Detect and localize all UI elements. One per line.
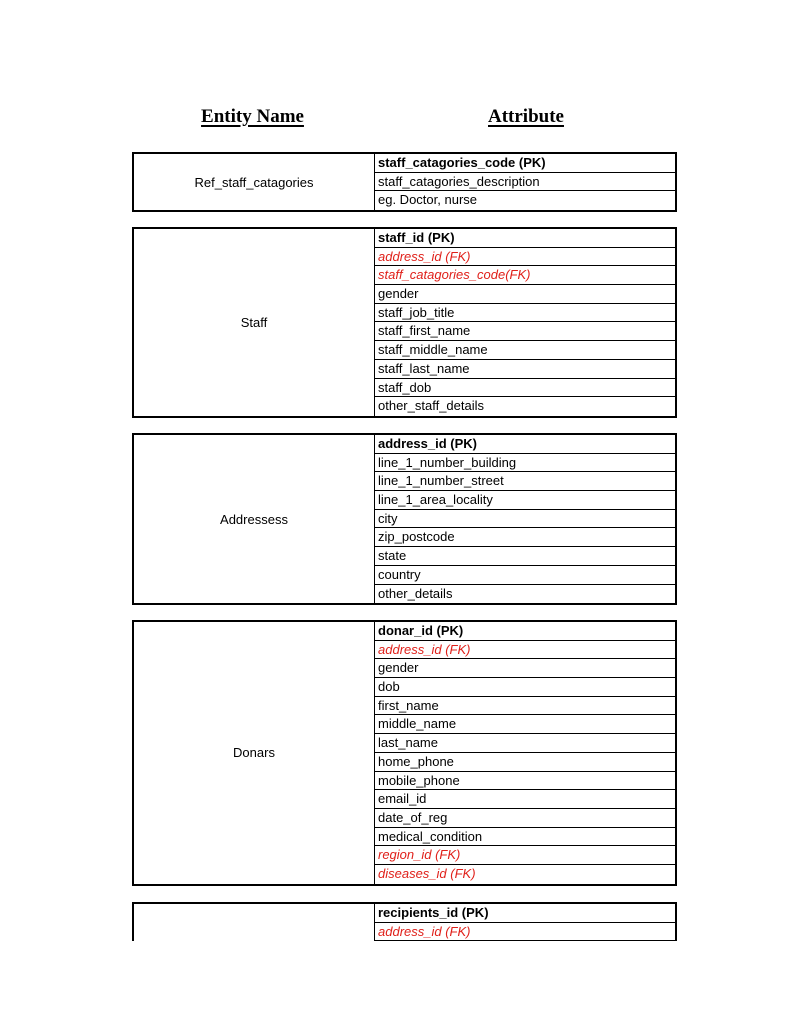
attribute-row: country (375, 566, 675, 585)
attribute-row: staff_catagories_code (PK) (375, 154, 675, 173)
entity-table-donars (132, 620, 677, 886)
entity-name: Staff (134, 229, 375, 416)
attribute-list (375, 622, 675, 884)
attribute-row: staff_last_name (375, 360, 675, 379)
attribute-list (375, 154, 675, 210)
attribute-row: staff_middle_name (375, 341, 675, 360)
attribute-row: line_1_area_locality (375, 491, 675, 510)
attribute-heading: Attribute (488, 106, 564, 127)
attribute-row: zip_postcode (375, 528, 675, 547)
attribute-row: mobile_phone (375, 772, 675, 791)
attribute-row: address_id (FK) (375, 248, 675, 267)
entity-name-heading: Entity Name (201, 106, 304, 127)
column-header (0, 106, 791, 136)
attribute-list (375, 904, 675, 941)
entity-table-recipients (132, 902, 677, 941)
attribute-row: date_of_reg (375, 809, 675, 828)
entity-table-staff (132, 227, 677, 418)
attribute-row: medical_condition (375, 828, 675, 847)
attribute-row: recipients_id (PK) (375, 904, 675, 923)
entity-name (134, 904, 375, 941)
entity-name: Addressess (134, 435, 375, 603)
attribute-row: staff_id (PK) (375, 229, 675, 248)
attribute-row: city (375, 510, 675, 529)
attribute-row: staff_catagories_description (375, 173, 675, 192)
attribute-row: other_staff_details (378, 398, 484, 414)
entity-table-addressess (132, 433, 677, 605)
attribute-row: diseases_id (FK) (378, 865, 476, 881)
attribute-row: middle_name (375, 715, 675, 734)
attribute-row: address_id (FK) (375, 641, 675, 660)
attribute-row: address_id (FK) (375, 923, 675, 942)
attribute-row: home_phone (375, 753, 675, 772)
attribute-row: email_id (375, 790, 675, 809)
entity-name: Donars (134, 622, 375, 884)
entity-table-ref-staff-catagories (132, 152, 677, 212)
attribute-row: state (375, 547, 675, 566)
attribute-list (375, 435, 675, 603)
attribute-row: gender (375, 659, 675, 678)
attribute-list (375, 229, 675, 416)
attribute-row: address_id (PK) (375, 435, 675, 454)
attribute-row: staff_catagories_code(FK) (375, 266, 675, 285)
attribute-row: donar_id (PK) (375, 622, 675, 641)
attribute-row: line_1_number_building (375, 454, 675, 473)
attribute-row: staff_job_title (375, 304, 675, 323)
attribute-row: other_details (378, 585, 453, 601)
attribute-row: gender (375, 285, 675, 304)
attribute-row: line_1_number_street (375, 472, 675, 491)
attribute-row: eg. Doctor, nurse (378, 192, 477, 208)
attribute-row: region_id (FK) (375, 846, 675, 865)
attribute-row: last_name (375, 734, 675, 753)
attribute-row: staff_first_name (375, 322, 675, 341)
attribute-row: first_name (375, 697, 675, 716)
attribute-row: staff_dob (375, 379, 675, 398)
entity-name: Ref_staff_catagories (134, 154, 375, 210)
attribute-row: dob (375, 678, 675, 697)
